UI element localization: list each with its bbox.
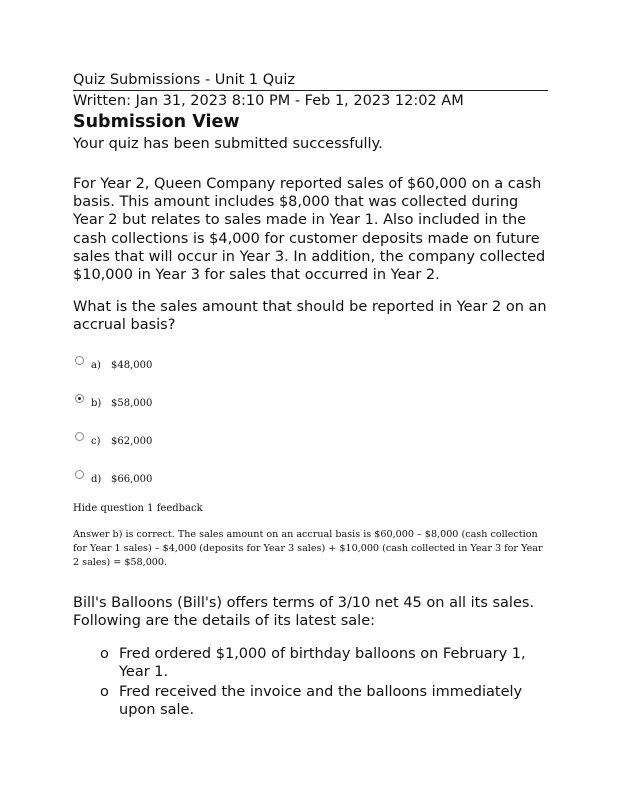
list-item-text: Fred ordered $1,000 of birthday balloons on February 1, Year 1.: [119, 645, 526, 680]
list-item: [73, 645, 548, 681]
option-d[interactable]: [73, 461, 548, 499]
radio-d[interactable]: [75, 470, 84, 479]
question-2-text: Bill's Balloons (Bill's) offers terms of 3/10 net 45 on all its sales. Following are the details of its latest sale:: [73, 595, 535, 630]
bullet-icon: o: [100, 645, 109, 662]
page-title: Submission View: [73, 112, 240, 132]
quiz-title: Quiz Submissions - Unit 1 Quiz: [73, 72, 548, 91]
option-b[interactable]: [73, 385, 548, 423]
option-c[interactable]: [73, 423, 548, 461]
option-letter: b): [91, 398, 102, 410]
option-value: $62,000: [111, 436, 153, 448]
radio-a[interactable]: [75, 356, 84, 365]
question-2-details: [73, 645, 548, 720]
option-a[interactable]: [73, 347, 548, 385]
bullet-icon: o: [100, 684, 109, 701]
radio-b[interactable]: [75, 394, 84, 403]
question-1-prompt: What is the sales amount that should be reported in Year 2 on an accrual basis?: [73, 299, 547, 334]
question-1-text: For Year 2, Queen Company reported sales of $60,000 on a cash basis. This amount includes $8,000 that was collected during Year 2 but relates to sales made in Year 1. Also included in the cash collections is $4,000 for customer deposits made on future sales that will occur in Year 3. In addition, the company collected $10,000 in Year 3 for sales that occurred in Year 2.: [73, 176, 546, 284]
option-letter: a): [91, 360, 101, 372]
quiz-page: [73, 72, 548, 721]
option-value: $58,000: [111, 398, 153, 410]
option-letter: c): [91, 436, 101, 448]
list-item: [73, 683, 548, 719]
question-1-options: [73, 347, 548, 499]
radio-c[interactable]: [75, 432, 84, 441]
written-timestamp: Written: Jan 31, 2023 8:10 PM - Feb 1, 2023 12:02 AM: [73, 93, 464, 109]
hide-feedback-link[interactable]: Hide question 1 feedback: [73, 502, 203, 514]
question-1-feedback: Answer b) is correct. The sales amount on an accrual basis is $60,000 – $8,000 (cash collection for Year 1 sales) – $4,000 (deposits for Year 3 sales) + $10,000 (cash collected in Year 3 for Year 2 sales) = $58,000.: [73, 528, 543, 569]
option-letter: d): [91, 474, 102, 486]
option-value: $66,000: [111, 474, 153, 486]
success-message: Your quiz has been submitted successfully.: [73, 136, 383, 152]
list-item-text: Fred received the invoice and the balloons immediately upon sale.: [119, 684, 523, 719]
option-value: $48,000: [111, 360, 153, 372]
